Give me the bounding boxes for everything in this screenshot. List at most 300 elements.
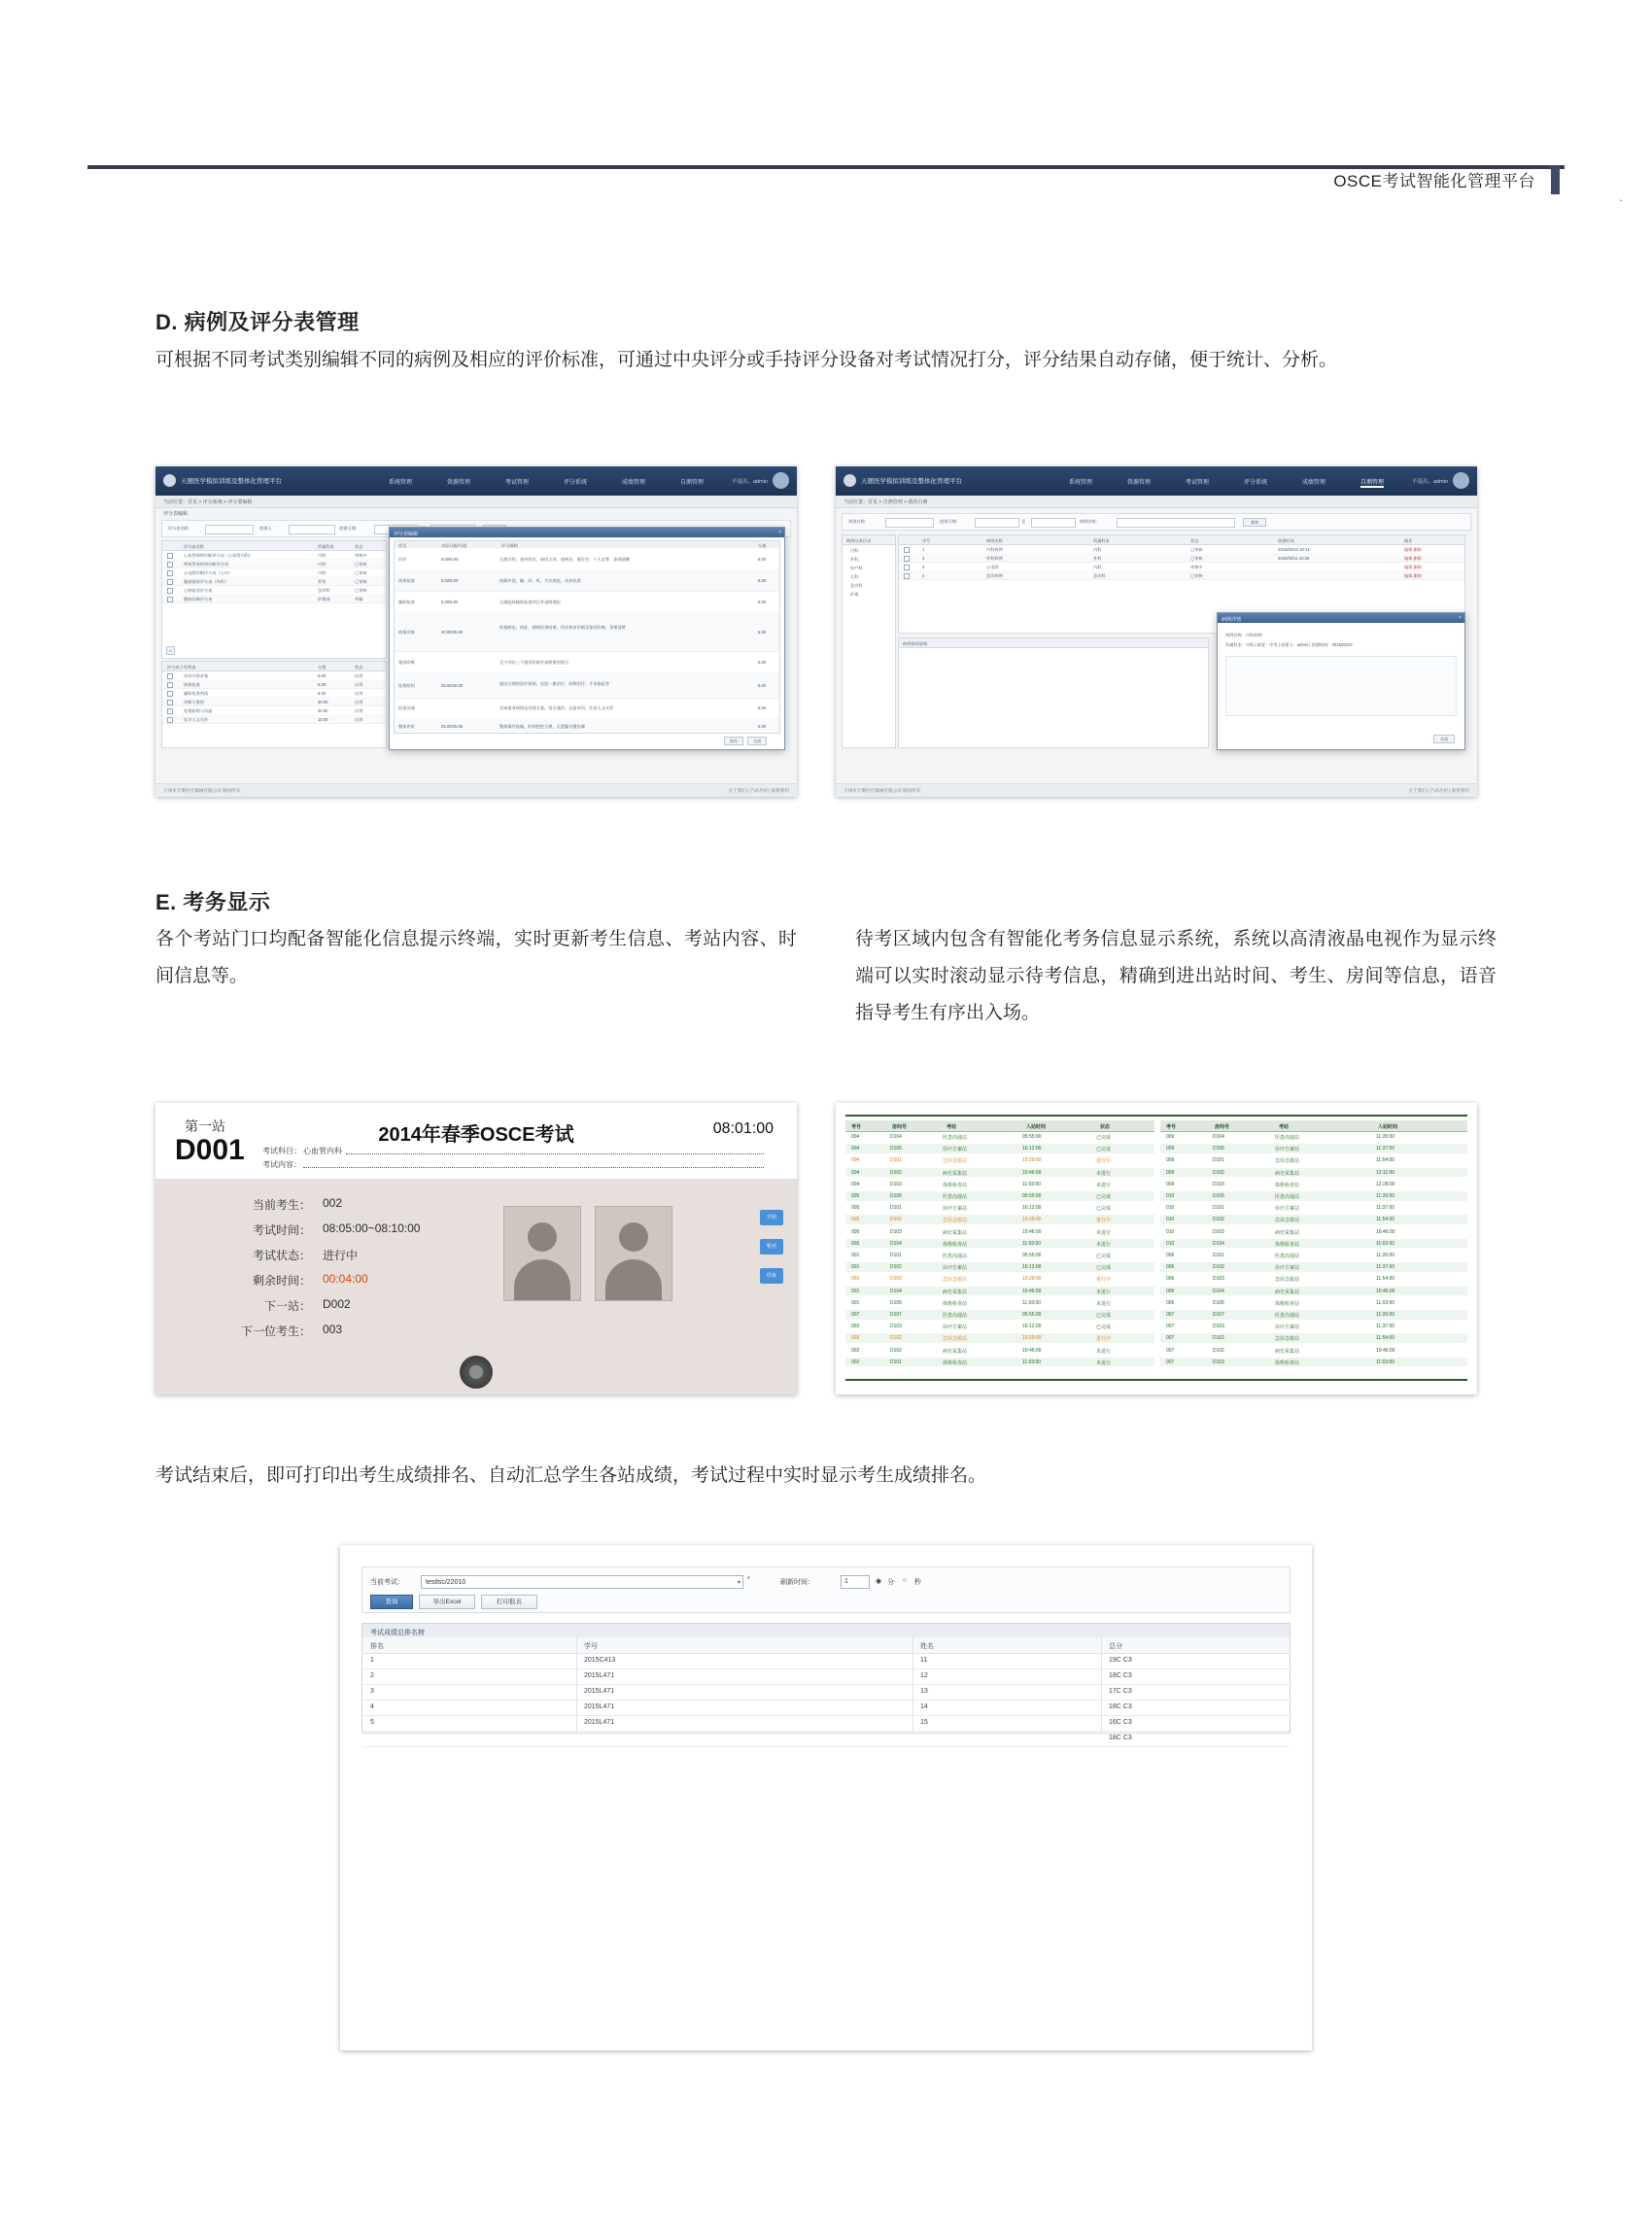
- cell-student-id: 2015L471: [584, 1719, 615, 1726]
- footer-links[interactable]: 关于我们 | 产品介绍 | 联系我们: [728, 788, 789, 793]
- dialog-row[interactable]: [395, 717, 779, 734]
- cell-time: 10:29:00: [1022, 1217, 1042, 1223]
- board-row: [845, 1287, 1154, 1296]
- dialog-row[interactable]: [395, 612, 779, 652]
- header-accent-bar: [1551, 165, 1560, 194]
- kiosk-clock: 08:01:00: [712, 1120, 774, 1137]
- cell-room: D103: [1213, 1181, 1224, 1187]
- th-time: 创建时间: [1278, 537, 1294, 543]
- cell-station: 急诊急救站: [1275, 1218, 1300, 1224]
- table-row[interactable]: [362, 1653, 1290, 1669]
- cell-no: 009: [1166, 1181, 1175, 1187]
- page-first-button[interactable]: «: [166, 646, 175, 655]
- section-d-heading: D. 病例及评分表管理: [155, 310, 360, 334]
- tree-item[interactable]: 急诊科: [850, 583, 863, 588]
- cell-time: 11:54:00: [1376, 1276, 1395, 1283]
- row-checkbox[interactable]: [167, 700, 173, 705]
- app-titlebar: [155, 466, 797, 496]
- cell-station: 急诊急救站: [943, 1336, 968, 1343]
- cell-student-id: 2015L471: [584, 1672, 615, 1679]
- app-logo-icon: [843, 474, 856, 487]
- export-excel-button[interactable]: 导出Excel: [419, 1595, 475, 1609]
- kiosk-field-label-remaining: 剩余时间：: [252, 1274, 311, 1288]
- cell-no: 010: [1166, 1193, 1175, 1199]
- dth-alloc: 实际分配/分值: [441, 543, 467, 548]
- board-bottom-rule: [845, 1379, 1467, 1381]
- cell-name: 12: [920, 1672, 928, 1679]
- cell-state: 已完成: [1096, 1135, 1112, 1141]
- bh-time: 入站时间: [1026, 1124, 1047, 1130]
- subitems-col-state: 状态: [355, 664, 363, 670]
- cell-no: 006: [1166, 1276, 1175, 1283]
- cell-room: D103: [1213, 1228, 1224, 1235]
- row-checkbox[interactable]: [167, 717, 173, 723]
- row-checkbox[interactable]: [167, 708, 173, 714]
- cell-station: 医患沟通站: [943, 1135, 968, 1141]
- detail-header: [899, 638, 1208, 648]
- cell-state: 启用: [355, 707, 363, 713]
- dialog-row[interactable]: [395, 548, 779, 570]
- list-item[interactable]: [162, 714, 386, 724]
- query-button[interactable]: 查询: [370, 1595, 413, 1609]
- cell-time: 11:20:00: [1376, 1193, 1395, 1199]
- close-icon[interactable]: ×: [778, 530, 781, 535]
- company-seal-logo: [460, 1356, 493, 1389]
- cell-room: D104: [890, 1134, 902, 1140]
- menu-item-selftest[interactable]: 自测管理: [1360, 477, 1384, 488]
- footer-links[interactable]: 关于我们 | 产品介绍 | 联系我们: [1408, 788, 1469, 793]
- user-label[interactable]: 不退出，admin: [1412, 479, 1448, 485]
- cell-room: D102: [890, 1335, 902, 1342]
- cell-dept: 外科: [1093, 555, 1102, 561]
- cell-dept: 内科: [318, 561, 327, 567]
- row-checkbox[interactable]: [167, 691, 173, 697]
- cell-detail: 依据病史、体征、辅助检查结果，作出初步诊断及鉴别诊断，条理清楚: [499, 625, 626, 630]
- row-checkbox[interactable]: [904, 565, 910, 570]
- cell-state: 进行中: [1096, 1218, 1112, 1224]
- cell-room: D102: [1213, 1169, 1224, 1176]
- board-row: [845, 1251, 1154, 1260]
- cell-time: 10:29:00: [1022, 1335, 1042, 1342]
- cell-score: 19C C3: [1109, 1657, 1132, 1664]
- th-rank: 排名: [370, 1643, 384, 1650]
- row-checkbox[interactable]: [167, 682, 173, 688]
- menu-item-resource[interactable]: 资源管理: [447, 480, 471, 486]
- row-checkbox[interactable]: [167, 562, 173, 567]
- cell-room: D102: [1213, 1347, 1224, 1354]
- cell-time: 11:20:00: [1376, 1134, 1395, 1140]
- row-checkbox[interactable]: [167, 673, 173, 679]
- cell-item: 问诊: [398, 557, 407, 562]
- dialog-row[interactable]: [395, 591, 779, 613]
- unit-minute-radio[interactable]: ◉: [876, 1578, 882, 1585]
- row-checkbox[interactable]: [904, 573, 910, 579]
- cell-state: 已完成: [1096, 1194, 1112, 1200]
- kiosk-field-value-next-station: D002: [323, 1297, 351, 1311]
- cell-op[interactable]: 编辑 删除: [1404, 546, 1422, 552]
- cell-score: 5.00: [758, 724, 767, 729]
- start-button[interactable]: 开始: [760, 1210, 783, 1225]
- cell-no: 001: [851, 1253, 860, 1258]
- cell-time: 16:12:00: [1022, 1205, 1042, 1212]
- refresh-input[interactable]: [841, 1575, 870, 1589]
- cell-student-id: 2015L471: [584, 1688, 615, 1695]
- filter-label-date: 创建日期：: [339, 526, 360, 531]
- cell-station: 诊疗方案站: [1275, 1206, 1300, 1213]
- menu-item-scoring[interactable]: 评分系统: [564, 480, 588, 486]
- cell-alloc: 20.00/20.00: [441, 630, 464, 635]
- cell-station: 体格检查站: [943, 1182, 968, 1188]
- dialog-line-1: 病例名称：内科病例: [1225, 633, 1262, 637]
- tree-item[interactable]: 儿科: [850, 574, 859, 579]
- cell-room: D105: [890, 1299, 902, 1306]
- board-row: [1160, 1346, 1467, 1356]
- cell-no: 004: [851, 1157, 860, 1164]
- cell-alloc: 5.00/5.00: [441, 600, 459, 604]
- th-dept: 所属科室: [1093, 537, 1110, 543]
- kiosk-content-dots: [303, 1167, 764, 1168]
- cell-dept: 内科: [1093, 564, 1102, 569]
- board-row: [1160, 1358, 1467, 1367]
- cell-score: 5.00: [758, 578, 767, 583]
- cell-time: 16:12:00: [1022, 1324, 1042, 1330]
- cell-no: 002: [851, 1335, 860, 1342]
- filter-input-date-from[interactable]: [975, 518, 1019, 528]
- cell-time: 05:55:00: [1022, 1134, 1042, 1140]
- breadcrumb-text: 当前位置：首页 > 评分系统 > 评分要编辑: [163, 499, 253, 505]
- dialog-close-button[interactable]: 关闭: [1433, 735, 1455, 743]
- board-row: [1160, 1251, 1467, 1260]
- dialog-row[interactable]: [395, 569, 779, 592]
- cell-station: 急诊急救站: [943, 1218, 968, 1224]
- cell-state: 未进行: [1096, 1170, 1112, 1177]
- board-row: [845, 1203, 1154, 1213]
- board-row: [1160, 1215, 1467, 1224]
- cell-station: 急诊急救站: [943, 1277, 968, 1284]
- cell-time: 11:03:00: [1022, 1181, 1042, 1187]
- menu-item-selftest[interactable]: 自测管理: [680, 480, 705, 486]
- board-row: [845, 1274, 1154, 1284]
- cell-time: 10:29:00: [1022, 1157, 1042, 1164]
- menu-item-exam[interactable]: 考试管理: [505, 480, 530, 486]
- cell-station: 医患沟通站: [943, 1313, 968, 1319]
- board-row: [1160, 1227, 1467, 1237]
- cell-state: 未进行: [1096, 1300, 1112, 1307]
- cell-no: 010: [1166, 1240, 1175, 1247]
- row-checkbox[interactable]: [167, 570, 173, 576]
- cell-time: 11:54:00: [1376, 1217, 1395, 1223]
- menu-item-scoring[interactable]: 评分系统: [1244, 480, 1268, 486]
- scoring-sheet-table: [161, 540, 387, 659]
- filter-bar: [842, 513, 1471, 531]
- filter-label-creator: 创建人：: [259, 526, 276, 531]
- table-row[interactable]: [362, 1684, 1290, 1701]
- cell-detail: 整体操作流畅，时间把控合理，无遗漏关键步骤: [499, 724, 585, 729]
- table-row[interactable]: [362, 1715, 1290, 1732]
- menu-item-exam[interactable]: 考试管理: [1186, 480, 1210, 486]
- cell-station: 病史采集站: [1275, 1170, 1300, 1177]
- row-checkbox[interactable]: [167, 553, 173, 559]
- table-row[interactable]: [899, 570, 1464, 580]
- cell-no: 006: [1166, 1288, 1175, 1294]
- app-footer: [155, 783, 797, 797]
- cell-name: 腹部查体评分表（外科）: [184, 578, 229, 584]
- board-row: [845, 1346, 1154, 1356]
- cell-item: 辅助检查: [398, 600, 415, 604]
- cell-station: 体格检查站: [1275, 1241, 1300, 1248]
- cell-time: 11:37:00: [1376, 1264, 1395, 1271]
- cell-room: D104: [890, 1288, 902, 1294]
- cell-op[interactable]: 编辑 删除: [1404, 564, 1422, 569]
- cell-name: 辅助检查判读: [184, 690, 209, 696]
- case-detail-panel: [898, 637, 1209, 748]
- th-score: 总分: [1109, 1643, 1122, 1650]
- cell-op[interactable]: 编辑 删除: [1404, 572, 1422, 578]
- user-label[interactable]: 不退出，admin: [732, 479, 768, 485]
- cell-no: 005: [851, 1217, 860, 1223]
- dialog-close-button[interactable]: 关闭: [747, 737, 767, 745]
- cell-room: D102: [890, 1347, 902, 1354]
- menu-item-grades[interactable]: 成绩管理: [622, 480, 646, 486]
- cell-room: D105: [1213, 1146, 1224, 1152]
- kiosk-exam-title: 2014年春季OSCE考试: [378, 1124, 574, 1146]
- app-footer: [836, 783, 1477, 797]
- filter-input-name[interactable]: [205, 525, 254, 534]
- menu-item-resource[interactable]: 资源管理: [1127, 480, 1152, 486]
- cell-time: 11:03:00: [1376, 1358, 1395, 1365]
- cell-score: 5.00: [758, 705, 767, 710]
- filter-label-category: 类别名称：: [848, 519, 869, 524]
- cell-state: 已完成: [1096, 1206, 1112, 1213]
- cell-state: 启用: [355, 672, 363, 678]
- cell-state: 已审核: [355, 578, 367, 584]
- cell-alloc: 5.00/5.00: [441, 557, 459, 562]
- dialog-row[interactable]: [395, 651, 779, 673]
- cell-name: 静脉穿刺评分表: [184, 596, 213, 602]
- filter-input-category[interactable]: [885, 518, 934, 528]
- stop-button[interactable]: 结束: [760, 1268, 783, 1284]
- th-name: 病例名称: [986, 537, 1003, 543]
- cell-name: 心电图诊断评分表（心内）: [184, 569, 233, 575]
- dialog-title: 评分表编辑: [394, 531, 419, 537]
- cell-score: 5.00: [758, 683, 767, 688]
- breadcrumb: [155, 496, 797, 508]
- tree-item[interactable]: 护理: [850, 592, 859, 597]
- cell-state: 已审核: [1190, 572, 1203, 578]
- cell-state: 已完成: [1096, 1313, 1112, 1319]
- cell-name: 诊断与鉴别: [184, 699, 204, 705]
- filter-input-case[interactable]: [1117, 518, 1235, 528]
- cell-station: 体格检查站: [943, 1241, 968, 1248]
- cell-time: 12:11:00: [1376, 1169, 1395, 1176]
- required-mark: *: [747, 1576, 750, 1583]
- kiosk-screen: [155, 1103, 797, 1394]
- board-row: [1160, 1168, 1467, 1178]
- cell-room: D103: [890, 1324, 902, 1330]
- table-row[interactable]: [162, 594, 386, 603]
- breadcrumb: [836, 496, 1477, 508]
- bh-no: 考号: [851, 1124, 862, 1130]
- cell-no: 005: [851, 1193, 860, 1199]
- cell-score: 18C C3: [1109, 1672, 1132, 1679]
- filter-label-case: 病例名称：: [1080, 519, 1100, 524]
- tree-item[interactable]: 内科: [850, 548, 859, 553]
- cell-time: 11:20:00: [1376, 1253, 1395, 1258]
- cell-rank: 3: [370, 1688, 374, 1695]
- filter-input-creator[interactable]: [289, 525, 335, 534]
- avatar[interactable]: [773, 472, 789, 489]
- filter-input-date-to[interactable]: [1031, 518, 1076, 528]
- dialog-save-button[interactable]: 保存: [724, 737, 743, 745]
- cell-station: 医患沟通站: [1275, 1313, 1300, 1319]
- exam-select[interactable]: [421, 1575, 743, 1589]
- bh-room: 房间号: [1215, 1124, 1230, 1130]
- board-row: [845, 1239, 1154, 1249]
- cell-state: 已审核: [355, 561, 367, 567]
- cell-no: 002: [851, 1324, 860, 1330]
- pause-button[interactable]: 暂停: [760, 1239, 783, 1255]
- cell-time: 10:46:00: [1376, 1288, 1395, 1294]
- subitems-col-score: 分值: [318, 664, 327, 670]
- cell-station: 体格检查站: [1275, 1300, 1300, 1307]
- chevron-down-icon[interactable]: ▾: [737, 1579, 740, 1586]
- cell-no: 005: [851, 1240, 860, 1247]
- cell-state: 未进行: [1096, 1289, 1112, 1295]
- cell-no: 006: [1166, 1264, 1175, 1271]
- row-checkbox[interactable]: [167, 597, 173, 602]
- bh-station: 考站: [946, 1124, 957, 1130]
- board-row: [1160, 1298, 1467, 1308]
- tree-item[interactable]: 妇产科: [850, 566, 863, 570]
- cell-score: 18C C3: [1109, 1735, 1132, 1741]
- unit-second-radio[interactable]: ○: [903, 1577, 908, 1584]
- cell-time: 10:46:00: [1022, 1347, 1042, 1354]
- app-name: 天题医学模拟训练及整体化管理平台: [181, 478, 282, 485]
- cell-state: 已审核: [355, 569, 367, 575]
- cell-room: D105: [890, 1146, 902, 1152]
- board-row: [845, 1322, 1154, 1331]
- cell-state: 已审核: [355, 587, 367, 593]
- cell-state: 未进行: [1096, 1229, 1112, 1236]
- cell-no: 004: [851, 1181, 860, 1187]
- cell-score: 18C C3: [1109, 1703, 1132, 1710]
- kiosk-field-label-next-candidate: 下一位考生：: [240, 1324, 311, 1338]
- pagination[interactable]: [166, 646, 175, 655]
- person-body-icon: [605, 1259, 662, 1300]
- board-row: [845, 1144, 1154, 1153]
- dialog-titlebar: [1218, 613, 1464, 623]
- row-checkbox[interactable]: [904, 556, 910, 562]
- app-titlebar: [836, 466, 1477, 496]
- screenshot-case-management: [836, 466, 1477, 797]
- table-row[interactable]: [362, 1731, 1290, 1747]
- cell-station: 体格检查站: [943, 1300, 968, 1307]
- cell-room: D102: [1213, 1217, 1224, 1223]
- cell-item: 病情诊断: [398, 630, 415, 635]
- tree-item[interactable]: 外科: [850, 557, 859, 562]
- cell-station: 诊疗方案站: [943, 1324, 968, 1331]
- kiosk-field-label-time: 考试时间：: [252, 1223, 311, 1237]
- cell-name: 13: [920, 1688, 928, 1695]
- search-button[interactable]: 查询: [1243, 518, 1266, 527]
- cell-student-id: 2015L471: [584, 1703, 615, 1710]
- scoring-subitems-panel: [161, 661, 387, 748]
- kiosk-field-value-remaining: 00:04:00: [323, 1272, 368, 1286]
- report-select-label: 当前考试：: [370, 1579, 404, 1586]
- row-checkbox[interactable]: [167, 579, 173, 585]
- menu-item-grades[interactable]: 成绩管理: [1302, 480, 1326, 486]
- filter-label-name: 评分表名称：: [168, 526, 193, 531]
- cell-time: 05:55:00: [1022, 1193, 1042, 1199]
- cell-station: 诊疗方案站: [943, 1147, 968, 1153]
- table-caption: [362, 1624, 1290, 1638]
- cell-state: 启用: [355, 690, 363, 696]
- menu-item-system[interactable]: 系统管理: [389, 480, 413, 486]
- dialog-row[interactable]: [395, 672, 779, 699]
- row-checkbox[interactable]: [167, 588, 173, 594]
- print-report-button[interactable]: 打印报表: [481, 1595, 537, 1609]
- avatar[interactable]: [1453, 472, 1469, 489]
- dialog-titlebar: [390, 528, 784, 537]
- bh-room: 房间号: [892, 1124, 908, 1130]
- app-window-right: [836, 466, 1477, 797]
- cell-time: 11:03:00: [1376, 1240, 1395, 1247]
- cell-room: D107: [1213, 1312, 1224, 1318]
- menu-item-system[interactable]: 系统管理: [1069, 480, 1093, 486]
- cell-dept: 外科: [318, 578, 327, 584]
- board-header-right: [1160, 1120, 1467, 1132]
- cell-station: 急诊急救站: [1275, 1277, 1300, 1284]
- cell-no: 007: [1166, 1358, 1175, 1365]
- unit-minute-label: 分: [887, 1579, 894, 1586]
- cell-detail: 至少列出三个鉴别诊断并说明鉴别要点: [499, 660, 569, 665]
- row-checkbox[interactable]: [904, 547, 910, 553]
- cell-op[interactable]: 编辑 删除: [1404, 555, 1422, 561]
- board-row: [1160, 1203, 1467, 1213]
- close-icon[interactable]: ×: [1459, 615, 1462, 621]
- refresh-label: 刷新时间：: [780, 1579, 814, 1586]
- board-row: [845, 1227, 1154, 1237]
- cell-no: 010: [1166, 1205, 1175, 1212]
- kiosk-station-label: 第一站: [185, 1118, 225, 1134]
- cell-station: 急诊急救站: [943, 1158, 968, 1165]
- cell-state: 进行中: [1096, 1158, 1112, 1165]
- board-row: [845, 1333, 1154, 1343]
- cell-item: 医患沟通: [398, 705, 415, 710]
- cell-station: 医患沟通站: [943, 1254, 968, 1259]
- kiosk-content-label: 考试内容：: [262, 1160, 301, 1169]
- cell-station: 病史采集站: [943, 1170, 968, 1177]
- case-category-tree: [842, 534, 896, 748]
- dialog-table-body: [394, 548, 780, 734]
- dialog-row[interactable]: [395, 698, 779, 718]
- cell-time: 10:46:00: [1022, 1169, 1042, 1176]
- table-row[interactable]: [362, 1700, 1290, 1716]
- table-row[interactable]: [362, 1668, 1290, 1685]
- cell-state: 已完成: [1096, 1324, 1112, 1331]
- cell-alloc: 25.00/25.00: [441, 724, 464, 729]
- cell-room: D105: [890, 1193, 902, 1199]
- cell-room: D102: [1213, 1264, 1224, 1271]
- cell-state: 审核中: [1190, 564, 1203, 569]
- footer-copyright: 天津市天堰医疗器械有限公司 版权所有: [843, 788, 921, 793]
- app-logo-icon: [163, 474, 176, 487]
- board-row: [1160, 1180, 1467, 1189]
- cell-rank: 5: [370, 1719, 374, 1726]
- th-sid: 学号: [584, 1643, 598, 1650]
- cell-score: 10.00: [318, 716, 328, 722]
- board-row: [1160, 1239, 1467, 1249]
